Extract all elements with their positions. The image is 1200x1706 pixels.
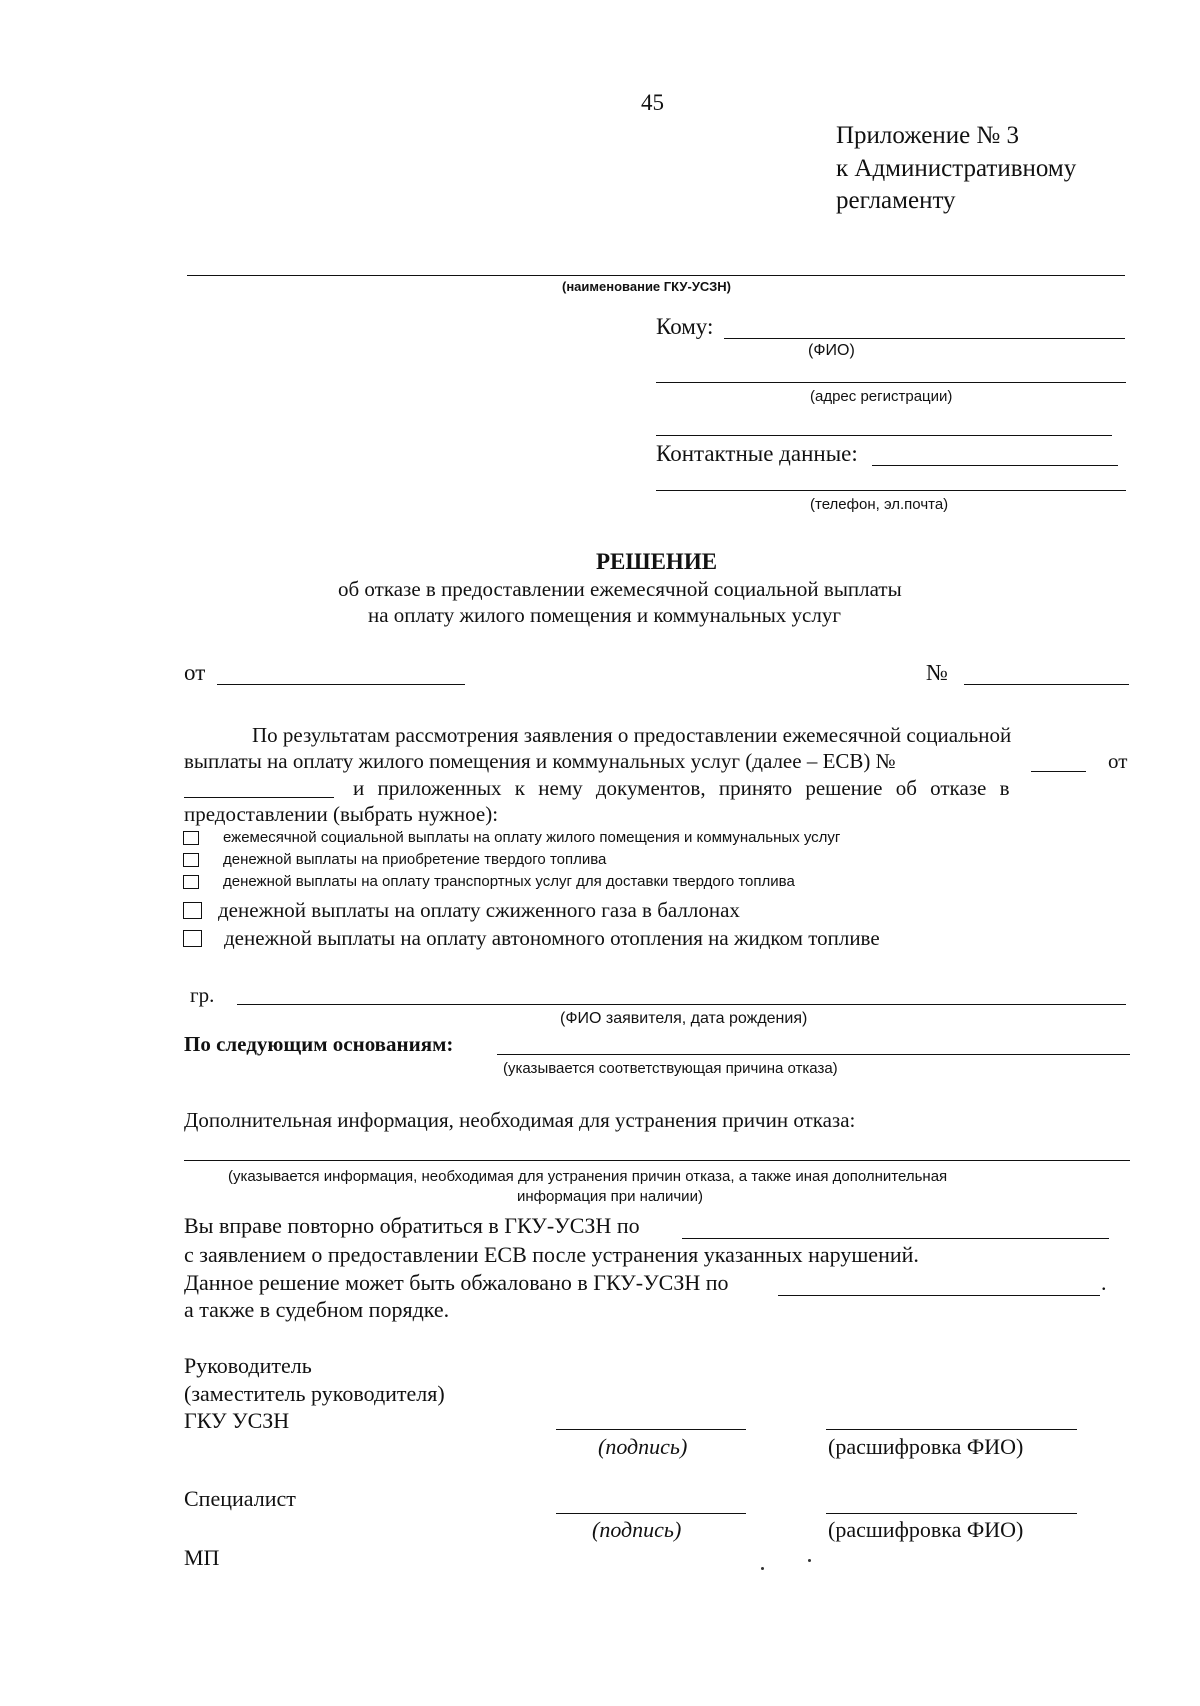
option-fuel-transport[interactable] [183,873,795,890]
number-line[interactable] [964,684,1129,685]
date-label: от [184,660,206,685]
closing-line-3-end: . [1101,1270,1107,1295]
address-line[interactable] [656,382,1126,383]
citizen-line[interactable] [237,1004,1126,1005]
contacts-line[interactable] [872,465,1118,466]
closing-line-1: Вы вправе повторно обратиться в ГКУ-УСЗН по [184,1213,640,1238]
contacts-label: Контактные данные: [656,441,858,466]
paragraph-line-4: предоставлении (выбрать нужное): [184,802,499,826]
contacts-line-2[interactable] [656,490,1126,491]
option-label: денежной выплаты на оплату сжиженного газа в баллонах [218,898,740,922]
paragraph-line-2: выплаты на оплату жилого помещения и коммунальных услуг (далее – ЕСВ) № [184,749,896,773]
checkbox[interactable] [183,853,199,867]
closing-line-4: а также в судебном порядке. [184,1297,450,1322]
page-number: 45 [641,90,664,115]
head-title-1: Руководитель [184,1353,312,1378]
checkbox[interactable] [183,875,199,889]
title-subtitle-1: об отказе в предоставлении ежемесячной социальной выплаты [338,577,902,601]
to-fio-line[interactable] [724,338,1125,339]
option-liquid-fuel-heating[interactable] [183,926,880,951]
specialist-signature-caption: (подпись) [592,1517,682,1542]
document-title: РЕШЕНИЕ [595,549,718,574]
option-label: ежемесячной социальной выплаты на оплату жилого помещения и коммунальных услуг [223,829,841,846]
date-line[interactable] [217,684,465,685]
specialist-signature-line[interactable] [556,1513,746,1514]
closing-line-3: Данное решение может быть обжаловано в ГКУ-УСЗН по [184,1270,729,1295]
additional-info-line[interactable] [184,1160,1130,1161]
additional-info-caption-1: (указывается информация, необходимая для устранения причин отказа, а также иная дополнительная [228,1168,948,1185]
grounds-caption: (указывается соответствующая причина отказа) [503,1060,838,1077]
option-liquefied-gas[interactable] [183,898,740,923]
stamp-label: МП [184,1545,220,1570]
option-monthly-payment[interactable] [183,829,840,846]
reapply-line[interactable] [682,1238,1109,1239]
fio-caption: (ФИО) [808,342,855,359]
specialist-name-line[interactable] [826,1513,1077,1514]
citizen-caption: (ФИО заявителя, дата рождения) [560,1010,808,1027]
application-date-line[interactable] [184,797,334,798]
contacts-caption: (телефон, эл.почта) [810,496,949,513]
appeal-line[interactable] [778,1295,1100,1296]
appendix-line-1: Приложение № 3 [836,122,1020,149]
org-name-caption: (наименование ГКУ-УСЗН) [562,279,731,294]
checkbox[interactable] [183,930,202,947]
address-line-2[interactable] [656,435,1112,436]
application-number-line[interactable] [1031,771,1086,772]
head-title-3: ГКУ УСЗН [184,1408,290,1433]
scan-speck [761,1567,764,1570]
grounds-line[interactable] [497,1054,1130,1055]
paragraph-from: от [1108,749,1128,773]
title-subtitle-2: на оплату жилого помещения и коммунальных услуг [368,603,841,627]
additional-info-caption-2: информация при наличии) [517,1188,703,1205]
head-title-2: (заместитель руководителя) [184,1381,445,1406]
option-label: денежной выплаты на оплату транспортных услуг для доставки твердого топлива [223,873,795,890]
address-caption: (адрес регистрации) [810,388,953,405]
paragraph-line-1: По результатам рассмотрения заявления о предоставлении ежемесячной социальной [252,723,1012,747]
head-signature-caption: (подпись) [598,1434,688,1459]
org-name-line [187,275,1125,276]
option-label: денежной выплаты на оплату автономного отопления на жидком топливе [224,926,880,950]
appendix-line-2: к Административному [836,155,1077,182]
option-solid-fuel[interactable] [183,851,606,868]
citizen-label: гр. [190,983,215,1007]
to-label: Кому: [656,314,714,339]
checkbox[interactable] [183,902,202,919]
head-name-caption: (расшифровка ФИО) [828,1434,1024,1459]
specialist-name-caption: (расшифровка ФИО) [828,1517,1024,1542]
scan-speck [808,1559,811,1562]
paragraph-line-3: и приложенных к нему документов, принято решение об отказе в [353,776,1010,800]
closing-line-2: с заявлением о предоставлении ЕСВ после устранения указанных нарушений. [184,1242,919,1267]
head-signature-line[interactable] [556,1429,746,1430]
grounds-label: По следующим основаниям: [184,1032,454,1056]
option-label: денежной выплаты на приобретение твердого топлива [223,851,607,868]
head-name-line[interactable] [826,1429,1077,1430]
number-label: № [926,660,948,685]
additional-info-label: Дополнительная информация, необходимая для устранения причин отказа: [184,1108,856,1132]
appendix-line-3: регламенту [836,187,956,214]
checkbox[interactable] [183,831,199,845]
specialist-title: Специалист [184,1486,296,1511]
